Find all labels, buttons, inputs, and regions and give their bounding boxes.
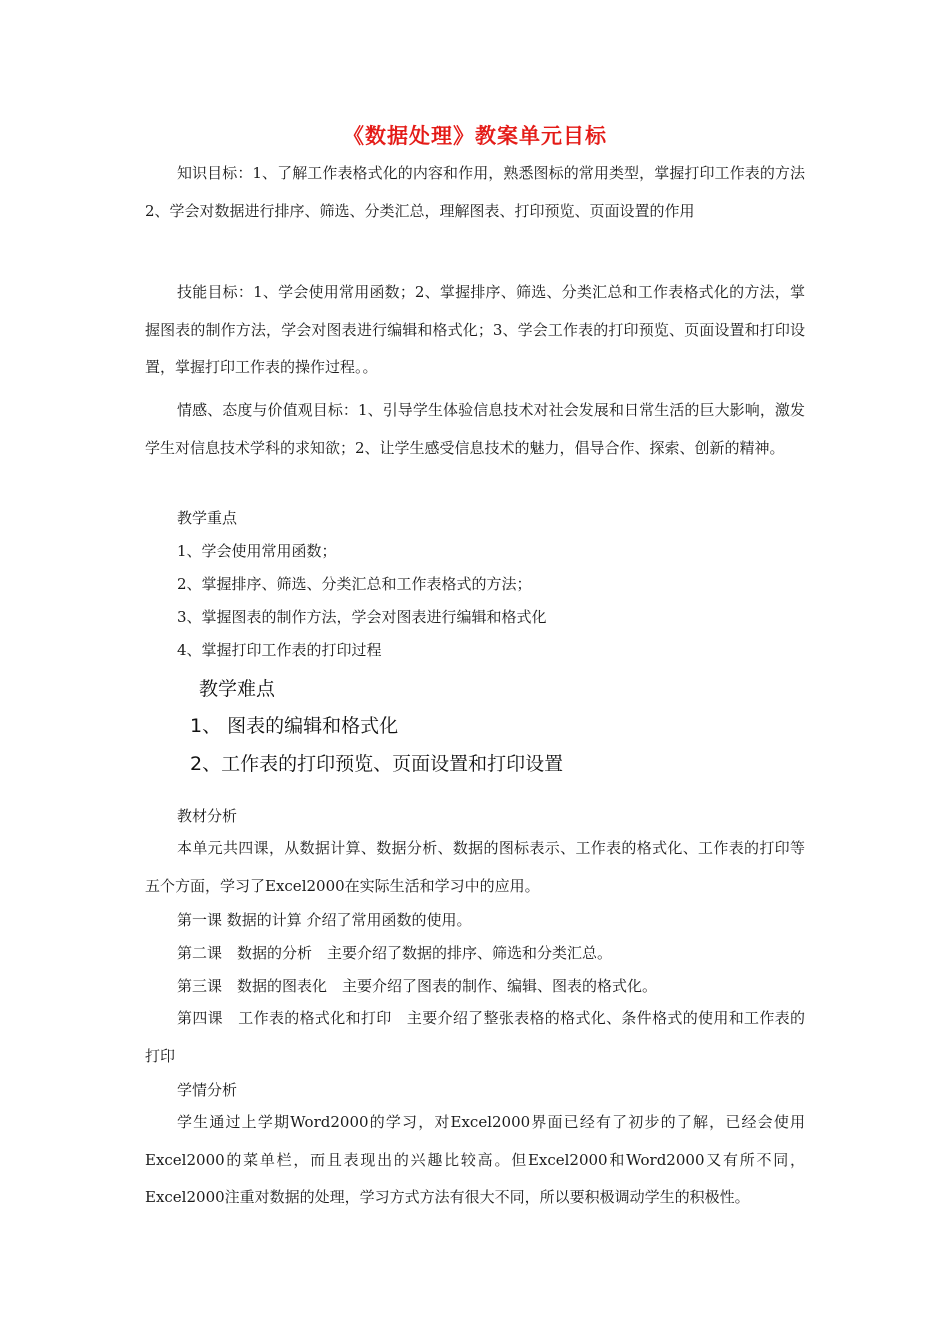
difficulty-2: 2、工作表的打印预览、页面设置和打印设置: [190, 753, 564, 775]
key-point-1: 1、学会使用常用函数；: [177, 542, 337, 560]
knowledge-goal: 知识目标：1、了解工作表格式化的内容和作用，熟悉图标的常用类型，掌握打印工作表的方法2、学会对数据进行排序、筛选、分类汇总，理解图表、打印预览、页面设置的作用: [145, 164, 805, 220]
lesson-1: 第一课 数据的计算 介绍了常用函数的使用。: [177, 911, 472, 929]
student-analysis-text: 学生通过上学期Word2000的学习，对Excel2000界面已经有了初步的了解，已经会使用Excel2000的菜单栏，而且表现出的兴趣比较高。但Excel2000和Word2000又有所不同，Excel2000注重对数据的处理，学习方式方法有很大不同，所以要积极调动学生的积极性。: [145, 1113, 805, 1206]
lesson-2: 第二课 数据的分析 主要介绍了数据的排序、筛选和分类汇总。: [177, 944, 613, 962]
lesson-4: 第四课 工作表的格式化和打印 主要介绍了整张表格的格式化、条件格式的使用和工作表的打印: [145, 1009, 805, 1065]
document-title: 《数据处理》教案单元目标: [343, 124, 607, 148]
difficulties-heading: 教学难点: [199, 678, 276, 700]
skill-goal: 技能目标：1、学会使用常用函数；2、掌握排序、筛选、分类汇总和工作表格式化的方法，掌握图表的制作方法，学会对图表进行编辑和格式化；3、学会工作表的打印预览、页面设置和打印设置，掌握打印工作表的操作过程。。: [145, 283, 805, 376]
key-point-3: 3、掌握图表的制作方法，学会对图表进行编辑和格式化: [177, 608, 547, 626]
lesson-3: 第三课 数据的图表化 主要介绍了图表的制作、编辑、图表的格式化。: [177, 977, 658, 995]
key-point-2: 2、掌握排序、筛选、分类汇总和工作表格式的方法；: [177, 575, 532, 593]
material-analysis-heading: 教材分析: [177, 807, 238, 825]
student-analysis-heading: 学情分析: [177, 1081, 238, 1099]
key-point-4: 4、掌握打印工作表的打印过程: [177, 641, 382, 659]
difficulty-1: 1、 图表的编辑和格式化: [190, 715, 399, 737]
emotion-goal: 情感、态度与价值观目标：1、引导学生体验信息技术对社会发展和日常生活的巨大影响，激发学生对信息技术学科的求知欲；2、让学生感受信息技术的魅力，倡导合作、探索、创新的精神。: [145, 401, 805, 457]
material-analysis-intro: 本单元共四课，从数据计算、数据分析、数据的图标表示、工作表的格式化、工作表的打印等五个方面，学习了Excel2000在实际生活和学习中的应用。: [145, 839, 805, 895]
key-points-heading: 教学重点: [177, 509, 238, 527]
